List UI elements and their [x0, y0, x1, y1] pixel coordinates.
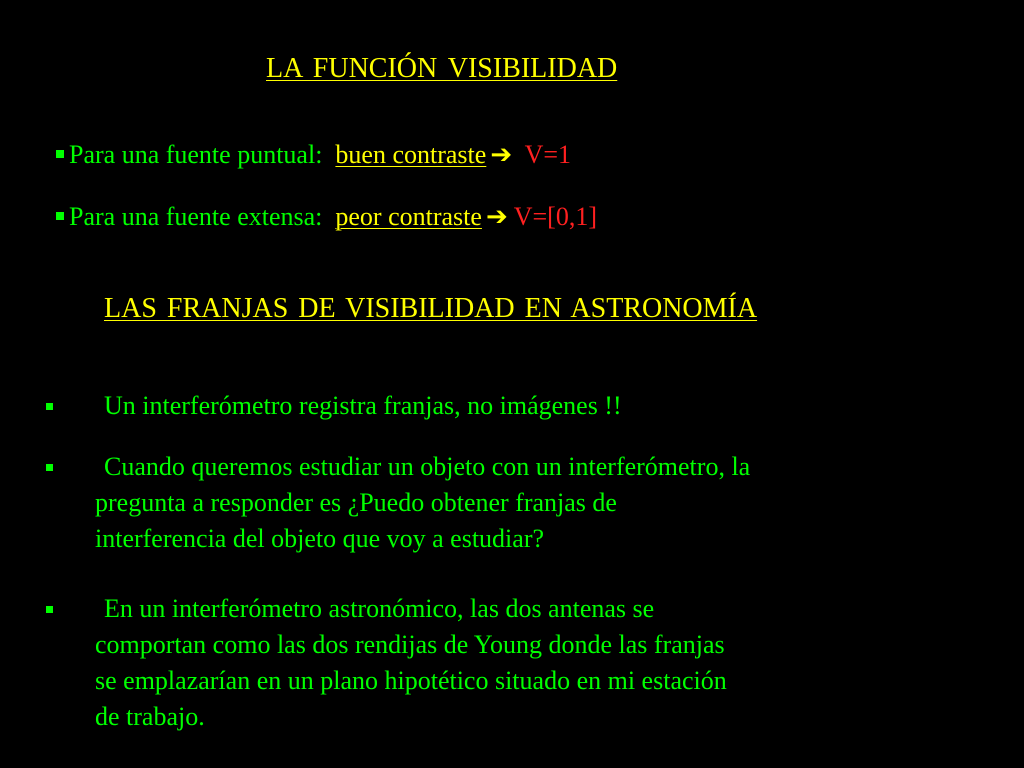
contrast-item-extended-source: [56, 201, 597, 233]
contrast-item-point-source: [56, 139, 571, 171]
page-title: LA FUNCIÓN VISIBILIDAD: [266, 53, 618, 84]
bullet-square-icon: [46, 403, 53, 410]
bullet-text: [95, 449, 975, 557]
section-title: LAS FRANJAS DE VISIBILIDAD EN ASTRONOMÍA: [104, 293, 758, 324]
bullet-line: interferencia del objeto que voy a estudiar?: [95, 524, 545, 553]
bullet-line: En un interferómetro astronómico, las dos antenas se: [104, 594, 655, 623]
bullet-text: [95, 388, 975, 424]
contrast-item-value: V=1: [524, 140, 572, 169]
contrast-item-value: V=[0,1]: [513, 202, 597, 231]
contrast-item-label: Para una fuente puntual:: [69, 140, 323, 169]
bullet-square-icon: [56, 150, 64, 158]
bullet-square-icon: [46, 606, 53, 613]
contrast-item-quality: buen contraste: [335, 140, 487, 169]
bullet-line: se emplazarían en un plano hipotético situado en mi estación: [95, 666, 727, 695]
bullet-square-icon: [56, 212, 64, 220]
contrast-item-label: Para una fuente extensa:: [69, 202, 323, 231]
contrast-item-quality: peor contraste: [335, 202, 482, 231]
bullet-line: Cuando queremos estudiar un objeto con un interferómetro, la: [104, 452, 751, 481]
right-arrow-icon: ➔: [485, 202, 508, 231]
bullet-line: de trabajo.: [95, 702, 205, 731]
bullet-text: [95, 591, 975, 735]
bullet-line: pregunta a responder es ¿Puedo obtener franjas de: [95, 488, 617, 517]
bullet-line: Un interferómetro registra franjas, no imágenes !!: [104, 391, 622, 420]
bullet-line: comportan como las dos rendijas de Young donde las franjas: [95, 630, 725, 659]
bullet-square-icon: [46, 464, 53, 471]
right-arrow-icon: ➔: [490, 140, 513, 169]
